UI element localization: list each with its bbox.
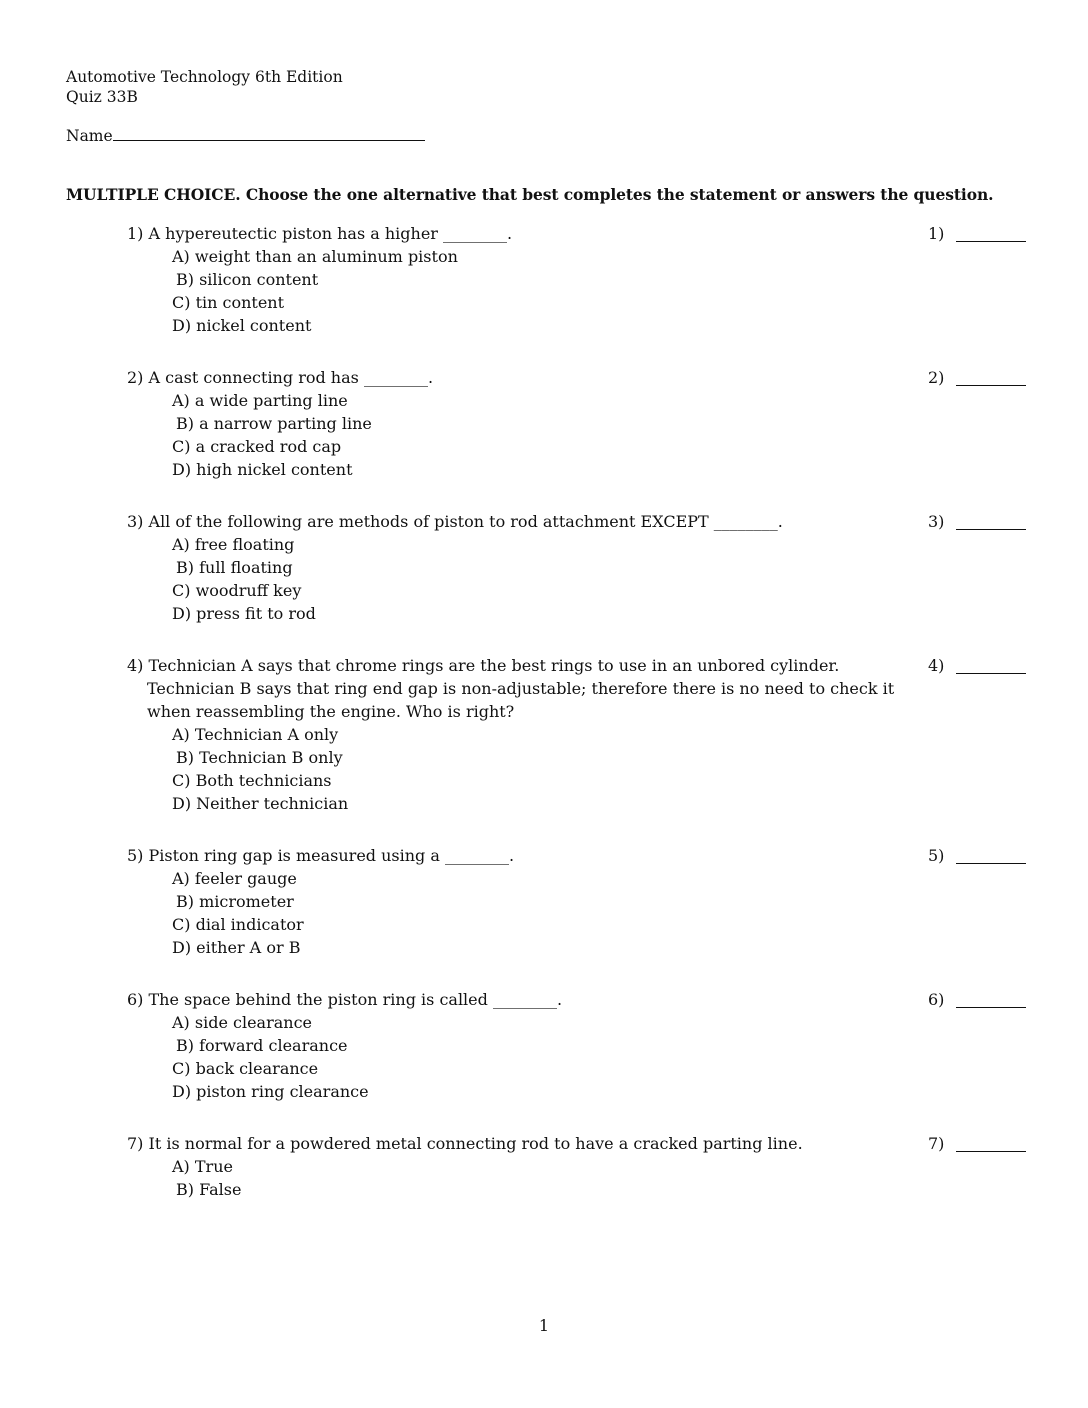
page-number: 1 — [538, 1316, 550, 1335]
answer-option: D) press fit to rod — [172, 604, 316, 623]
answer-number: 6) — [928, 990, 945, 1009]
answer-blank-line — [956, 529, 1026, 530]
answer-blank-line — [956, 673, 1026, 674]
answer-option: A) True — [172, 1157, 233, 1176]
question-1 — [0, 222, 1088, 337]
answer-number: 1) — [928, 224, 945, 243]
question-5 — [0, 844, 1088, 959]
question-4 — [0, 654, 1088, 815]
answer-option: C) tin content — [172, 293, 285, 312]
answer-option: C) dial indicator — [172, 915, 304, 934]
answer-option: D) piston ring clearance — [172, 1082, 369, 1101]
question-stem: 4) Technician A says that chrome rings are the best rings to use in an unbored cylinder. Technician B says that ring end gap is non-adjustable; therefore there is no need to check it when reassembling the engine. Who is right? — [127, 656, 895, 721]
answer-option: C) back clearance — [172, 1059, 319, 1078]
answer-option: B) False — [176, 1180, 242, 1199]
answer-option: B) full floating — [176, 558, 293, 577]
answer-blank-line — [956, 1151, 1026, 1152]
question-list — [0, 222, 1088, 1230]
answer-option: D) high nickel content — [172, 460, 353, 479]
answer-option: D) either A or B — [172, 938, 301, 957]
answer-number: 2) — [928, 368, 945, 387]
answer-blank-line — [956, 863, 1026, 864]
answer-option: A) weight than an aluminum piston — [172, 247, 458, 266]
document-title: Automotive Technology 6th Edition — [66, 68, 343, 86]
question-2 — [0, 366, 1088, 481]
instructions: MULTIPLE CHOICE. Choose the one alternative that best completes the statement or answers the question. — [66, 185, 994, 204]
answer-option: B) a narrow parting line — [176, 414, 372, 433]
answer-option: C) Both technicians — [172, 771, 332, 790]
answer-number: 5) — [928, 846, 945, 865]
question-stem: 3) All of the following are methods of piston to rod attachment EXCEPT ________. — [127, 512, 783, 531]
name-label: Name — [66, 127, 113, 145]
question-7 — [0, 1132, 1088, 1201]
answer-number: 4) — [928, 656, 945, 675]
question-stem: 6) The space behind the piston ring is called ________. — [127, 990, 563, 1009]
answer-option: A) Technician A only — [172, 725, 339, 744]
answer-option: D) nickel content — [172, 316, 312, 335]
answer-option: A) side clearance — [172, 1013, 313, 1032]
answer-option: A) feeler gauge — [172, 869, 297, 888]
question-stem: 5) Piston ring gap is measured using a ________. — [127, 846, 515, 865]
answer-blank-line — [956, 1007, 1026, 1008]
question-3 — [0, 510, 1088, 625]
question-stem: 1) A hypereutectic piston has a higher ________. — [127, 224, 513, 243]
answer-option: A) free floating — [172, 535, 295, 554]
quiz-label: Quiz 33B — [66, 88, 138, 106]
answer-number: 7) — [928, 1134, 945, 1153]
answer-option: B) forward clearance — [176, 1036, 348, 1055]
answer-number: 3) — [928, 512, 945, 531]
question-stem: 2) A cast connecting rod has ________. — [127, 368, 434, 387]
answer-option: D) Neither technician — [172, 794, 349, 813]
answer-option: B) Technician B only — [176, 748, 343, 767]
answer-option: B) silicon content — [176, 270, 319, 289]
answer-option: C) a cracked rod cap — [172, 437, 342, 456]
answer-blank-line — [956, 385, 1026, 386]
answer-blank-line — [956, 241, 1026, 242]
answer-option: C) woodruff key — [172, 581, 302, 600]
question-stem: 7) It is normal for a powdered metal connecting rod to have a cracked parting line. — [127, 1134, 803, 1153]
name-field — [66, 125, 425, 146]
answer-option: A) a wide parting line — [172, 391, 348, 410]
name-blank-line — [113, 125, 425, 141]
question-6 — [0, 988, 1088, 1103]
answer-option: B) micrometer — [176, 892, 294, 911]
